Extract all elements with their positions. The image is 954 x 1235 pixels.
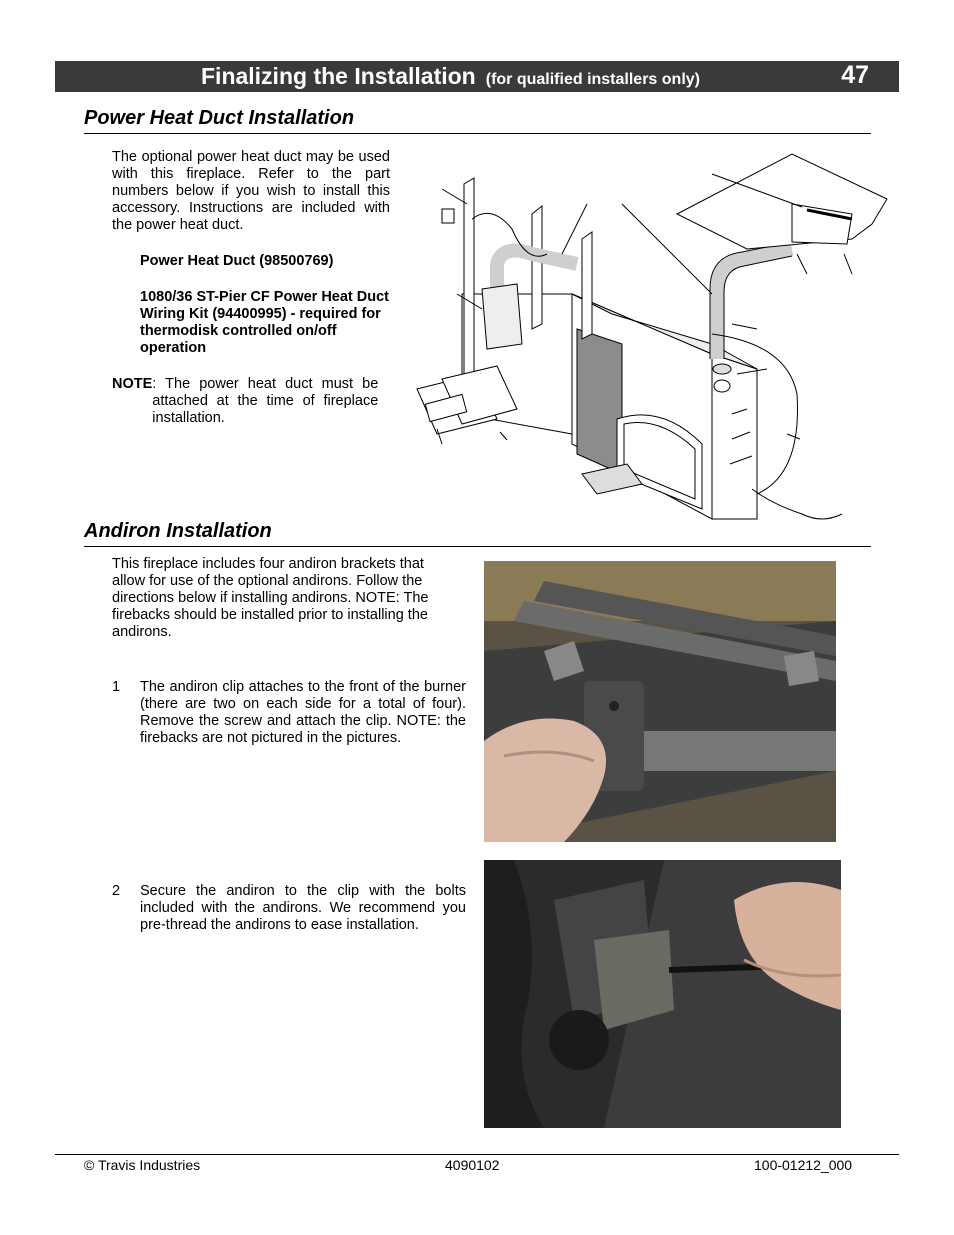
section-divider: [84, 546, 871, 547]
step-2-text: Secure the andiron to the clip with the bolts included with the andirons. We recommend you pre-thread the andirons to ease installation.: [140, 883, 466, 933]
page-number: 47: [841, 61, 869, 89]
power-heat-intro: The optional power heat duct may be used with this fireplace. Refer to the part numbers below if you wish to install this accessory. Instructions are included with the power heat duct.: [112, 149, 390, 233]
footer-divider: [55, 1154, 899, 1155]
section-divider: [84, 133, 871, 134]
page-header: [55, 61, 899, 92]
page-subtitle: (for qualified installers only): [485, 71, 700, 88]
andiron-clip-photo: [484, 561, 836, 842]
note-text: : The power heat duct must be attached at the time of fireplace installation.: [152, 376, 379, 426]
step-1-number: 1: [112, 679, 121, 695]
andiron-intro: This fireplace includes four andiron brackets that allow for use of the optional andirons. Follow the directions below if installing andirons. NOTE: The firebacks should be installed prior to installing the andirons.: [112, 556, 429, 640]
note-label: NOTE: [112, 376, 153, 392]
page-title: Finalizing the Installation (for qualified installers only): [201, 63, 700, 89]
power-heat-part-2: 1080/36 ST-Pier CF Power Heat Duct Wiring Kit (94400995) - required for thermodisk controlled on/off operation: [140, 289, 390, 356]
power-heat-section-title: Power Heat Duct Installation: [84, 107, 355, 129]
power-heat-part-1: Power Heat Duct (98500769): [140, 253, 334, 269]
footer-part-number: 100-01212_000: [754, 1157, 853, 1173]
power-heat-duct-diagram: [412, 144, 890, 524]
footer-copyright: © Travis Industries: [84, 1157, 201, 1173]
andiron-bolt-photo: [484, 860, 841, 1128]
footer-doc-number: 4090102: [445, 1157, 500, 1173]
power-heat-note: [112, 376, 390, 427]
step-1-text: The andiron clip attaches to the front of the burner (there are two on each side for a total of four). Remove the screw and attach the clip. NOTE: the firebacks are not pictured in the pictures.: [140, 679, 466, 746]
step-2-number: 2: [112, 883, 121, 899]
andiron-section-title: Andiron Installation: [84, 520, 272, 542]
